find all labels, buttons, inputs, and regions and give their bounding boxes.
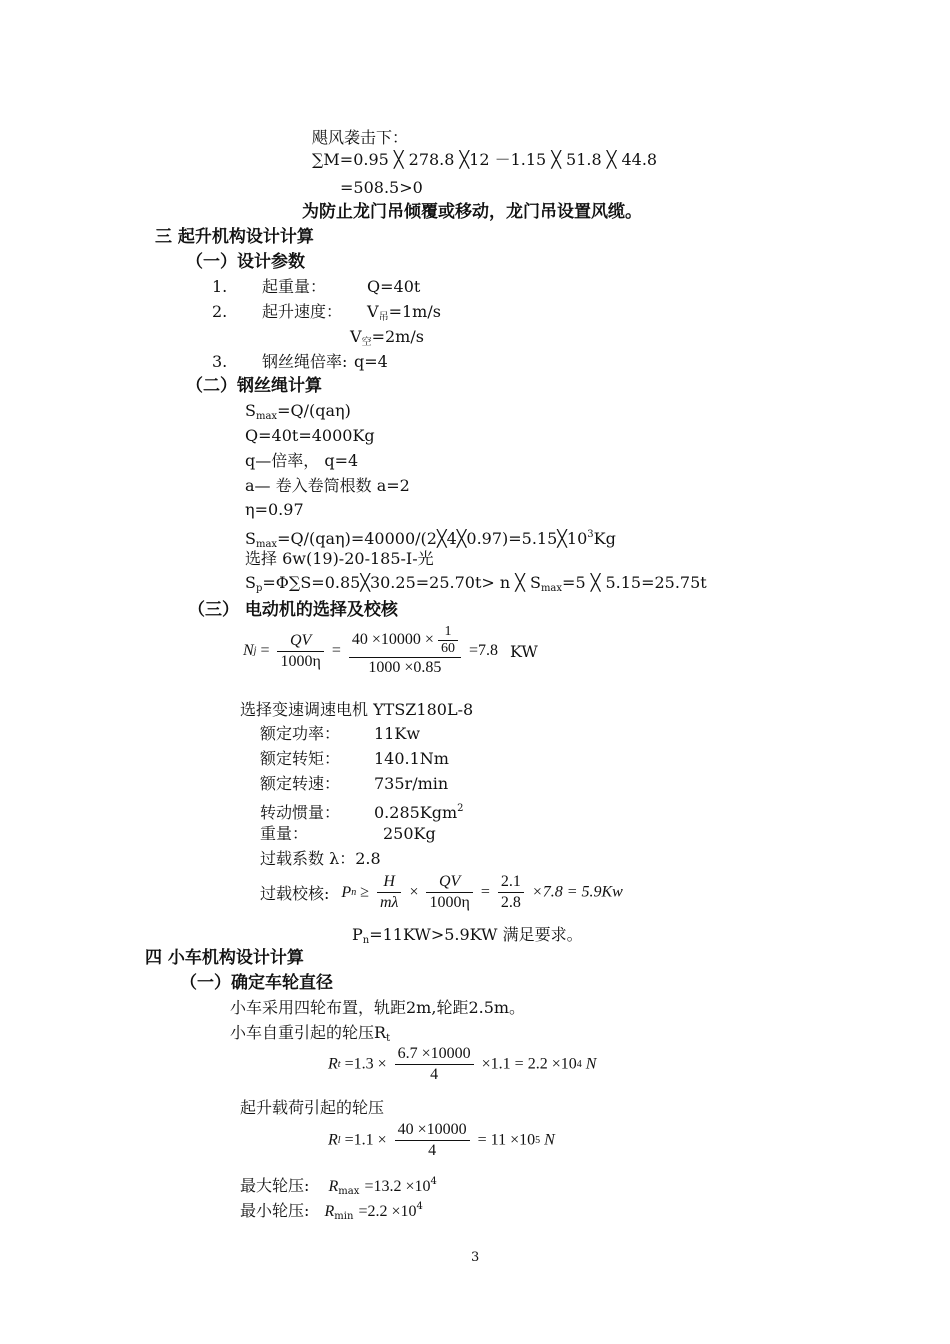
param-value: q=4 (354, 352, 388, 371)
rl-unit: N (544, 1131, 555, 1149)
sp-symbol: S (245, 573, 256, 592)
nj-unit: KW (509, 641, 538, 661)
smax-symbol: S (245, 529, 256, 548)
sp-tail: =5 ╳ 5.15=25.75t (562, 573, 707, 592)
param-item-1 (212, 277, 420, 297)
rt-pre: =1.3 × (344, 1055, 387, 1073)
overload-conclusion (352, 925, 583, 951)
spec-row (260, 749, 449, 769)
nj-frac-2-num-text: 40 ×10000 × (351, 631, 434, 649)
check-frac-2 (426, 872, 472, 913)
spec-label: 重量： (260, 824, 309, 843)
check-frac-3-den: 2.8 (500, 894, 521, 911)
param-label: 起升速度： (262, 302, 343, 321)
check-frac-3-num: 2.1 (498, 872, 524, 893)
wind-moment-formula: ∑M=0.95 ╳ 278.8 ╳12 －1.15 ╳ 51.8 ╳ 44.8 (312, 150, 658, 169)
overload-check-label: 过载校核: (260, 884, 330, 903)
nj-inner-den: 60 (440, 641, 455, 656)
spec-label: 额定功率： (260, 724, 341, 743)
rl-post: = 11 ×10 (477, 1131, 536, 1149)
spec-value: 0.285Kgm (374, 803, 458, 822)
spec-row (260, 849, 381, 869)
q-value: Q=40t=4000Kg (245, 426, 375, 445)
check-eq: = (480, 883, 490, 901)
section-4-title: 四 小车机构设计计算 (145, 948, 304, 968)
self-weight-text: 小车自重引起的轮压R (230, 1023, 387, 1042)
sp-calc (245, 573, 707, 599)
rl-num: 40 ×10000 (395, 1120, 470, 1141)
check-frac-3 (498, 872, 524, 913)
smax-sub: max (255, 411, 278, 422)
wind-line-1: 飓风袭击下： (312, 128, 409, 147)
q-ratio: q—倍率， q=4 (245, 451, 359, 470)
spec-exp: 2 (457, 803, 464, 814)
nj-eq: = (260, 642, 270, 659)
max-sub: max (338, 1186, 360, 1197)
conclusion-text: =11KW>5.9KW 满足要求。 (369, 925, 583, 944)
sp-expr: =Φ∑S=0.85╳30.25=25.70t> n ╳ S (262, 573, 541, 592)
rl-formula (328, 1120, 555, 1161)
section-3-sub2-title: （二）钢丝绳计算 (186, 376, 322, 396)
nj-frac-2-den: 1000 ×0.85 (368, 659, 442, 676)
section-3-sub3-title: （三） 电动机的选择及校核 (188, 600, 398, 620)
rt-num: 6.7 ×10000 (395, 1044, 474, 1065)
smax-calc-expr: =Q/(qaη)=40000/(2╳4╳0.97)=5.15╳10 (277, 529, 588, 548)
rt-unit: N (585, 1055, 597, 1073)
spec-label: 转动惯量： (260, 803, 341, 822)
min-symbol: R (324, 1203, 335, 1220)
check-times: × (409, 883, 419, 901)
max-exp: 4 (430, 1176, 437, 1187)
rl-pre: =1.1 × (344, 1131, 387, 1149)
param-item-2 (212, 302, 441, 328)
rt-formula (328, 1044, 596, 1085)
max-val: =13.2 ×10 (364, 1178, 431, 1195)
param-item-2b (350, 327, 424, 353)
min-exp: 4 (416, 1201, 423, 1212)
rt-sub: t (337, 1059, 341, 1070)
nj-inner-frac (438, 624, 458, 657)
min-wheel-pressure (240, 1197, 423, 1227)
check-frac-1 (377, 872, 401, 913)
smax-sub: max (255, 539, 278, 550)
param-value: Q=40t (367, 277, 421, 296)
min-val: =2.2 ×10 (358, 1203, 417, 1220)
nj-symbol: N (243, 642, 254, 659)
overload-check (260, 872, 623, 913)
wind-moment-result: =508.5>0 (340, 178, 423, 197)
param-value-post: =1m/s (388, 302, 441, 321)
min-sub: min (334, 1211, 354, 1222)
rl-exp: 5 (535, 1135, 541, 1146)
rl-den: 4 (428, 1142, 437, 1159)
spec-label: 额定转速： (260, 774, 341, 793)
nj-sub: j (253, 645, 257, 657)
spec-value: 735r/min (374, 774, 449, 793)
nj-eq-2: = (331, 642, 341, 659)
check-frac-2-num: QV (426, 872, 472, 893)
nj-result: =7.8 (468, 642, 498, 659)
spec-label: 过载系数 λ： (260, 849, 356, 868)
nj-frac-1 (277, 631, 323, 672)
param-num: 1. (212, 277, 228, 296)
smax-formula (245, 401, 351, 427)
check-frac-1-num: H (377, 872, 401, 893)
param-value-sub: 空 (361, 337, 372, 348)
check-ge: ≥ (360, 883, 369, 901)
max-symbol: R (328, 1178, 339, 1195)
max-label: 最大轮压: (240, 1176, 310, 1195)
param-value-sub: 吊 (378, 312, 389, 323)
lift-load-pressure: 起升载荷引起的轮压 (240, 1098, 385, 1117)
section-4-sub1-title: （一）确定车轮直径 (180, 973, 333, 993)
param-item-3 (212, 352, 388, 372)
rl-symbol: R (328, 1131, 338, 1149)
spec-label: 额定转矩： (260, 749, 341, 768)
param-value: V (350, 327, 362, 346)
check-sub: n (351, 887, 357, 898)
param-label: 钢丝绳倍率: (262, 352, 348, 371)
rope-select: 选择 6w(19)-20-185-Ⅰ-光 (245, 549, 434, 568)
self-weight-sub: t (386, 1033, 391, 1044)
smax-symbol: S (245, 401, 256, 420)
page-number: 3 (471, 1250, 480, 1265)
param-label: 起重量： (262, 277, 327, 296)
spec-value: 2.8 (355, 849, 381, 868)
param-value: V (367, 302, 379, 321)
spec-row (260, 799, 464, 823)
rt-exp: 4 (576, 1059, 582, 1070)
section-3-title: 三 起升机构设计计算 (155, 227, 314, 247)
smax-calc-unit: Kg (593, 529, 616, 548)
spec-row (260, 724, 420, 744)
trolley-layout: 小车采用四轮布置，轨距2m,轮距2.5m。 (230, 998, 526, 1017)
wind-conclusion: 为防止龙门吊倾覆或移动，龙门吊设置风缆。 (302, 202, 642, 222)
conclusion-sub: n (362, 935, 370, 946)
nj-frac-1-num: QV (277, 631, 323, 652)
nj-frac-2-num (349, 624, 461, 658)
spec-row (260, 774, 448, 794)
check-frac-1-den: mλ (379, 894, 399, 911)
motor-select: 选择变速调速电机 YTSZ180L-8 (240, 700, 474, 719)
rt-den: 4 (430, 1066, 439, 1083)
spec-value: 250Kg (383, 824, 436, 843)
spec-value: 11Kw (374, 724, 421, 743)
spec-row (260, 824, 436, 844)
a-drums: a— 卷入卷筒根数 a=2 (245, 476, 410, 495)
nj-formula (243, 624, 538, 678)
rt-symbol: R (328, 1055, 338, 1073)
rt-post: ×1.1 = 2.2 ×10 (481, 1055, 577, 1073)
param-num: 2. (212, 302, 228, 321)
nj-frac-2 (349, 624, 461, 678)
rl-sub: l (337, 1135, 341, 1146)
conclusion-symbol: P (352, 925, 363, 944)
param-num: 3. (212, 352, 228, 371)
rl-frac (395, 1120, 470, 1161)
section-3-sub1-title: （一）设计参数 (186, 252, 305, 272)
smax-expr: =Q/(qaη) (277, 401, 351, 420)
check-symbol: P (341, 883, 352, 901)
sp-sub2: max (540, 583, 563, 594)
min-label: 最小轮压: (240, 1201, 310, 1220)
param-value-post: =2m/s (371, 327, 424, 346)
nj-frac-1-den: 1000η (280, 652, 321, 670)
eta-value: η=0.97 (245, 500, 304, 519)
rt-frac (395, 1044, 474, 1085)
spec-value: 140.1Nm (374, 749, 449, 768)
sp-sub: p (255, 583, 263, 594)
smax-calc-exp: 3 (587, 529, 594, 540)
check-result: ×7.8 = 5.9Kw (531, 883, 623, 901)
check-frac-2-den: 1000η (429, 894, 470, 911)
nj-inner-num: 1 (438, 624, 458, 641)
